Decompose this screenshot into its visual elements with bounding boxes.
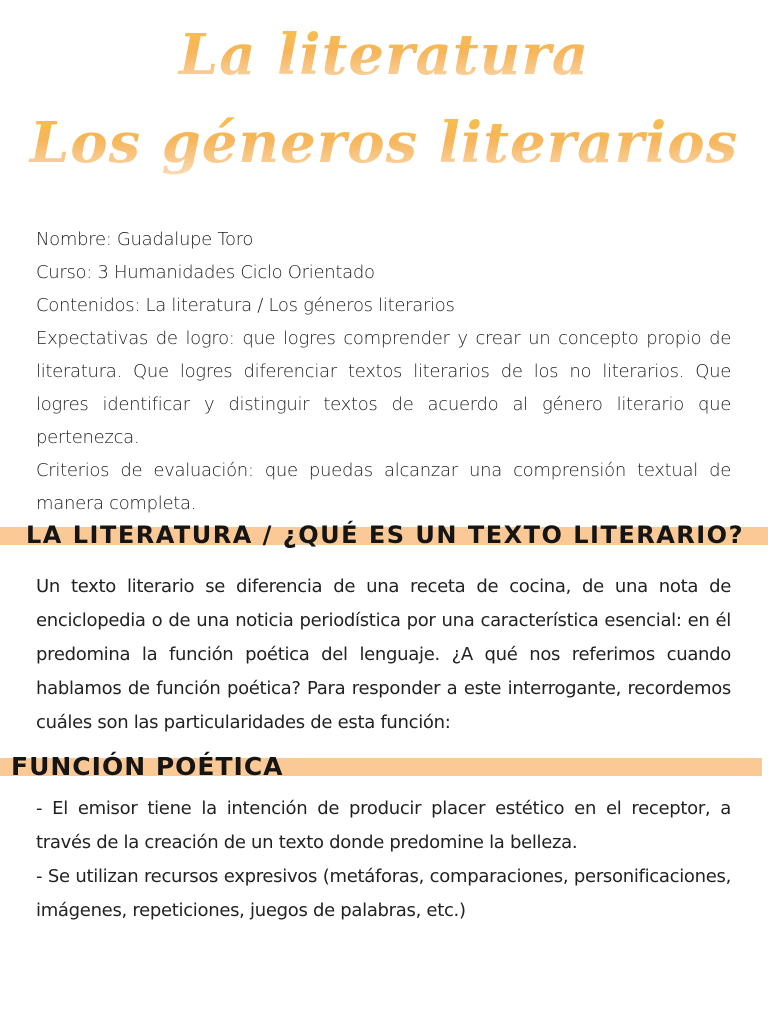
document-subtitle: Los géneros literarios <box>0 110 768 176</box>
student-info <box>36 223 731 520</box>
course: Curso: 3 Humanidades Ciclo Orientado <box>36 262 375 283</box>
list-item: - El emisor tiene la intención de producir placer estético en el receptor, a través de la creación de un texto donde predomine la belleza. <box>36 798 731 853</box>
learning-expectations: Expectativas de logro: que logres comprender y crear un concepto propio de literatura. Que logres diferenciar textos literarios de los no literarios. Que logres identificar y distinguir textos de acuerdo al género literario que pertenezca. <box>36 328 731 448</box>
student-name: Nombre: Guadalupe Toro <box>36 229 254 250</box>
section-heading-poetic-function: FUNCIÓN POÉTICA <box>11 752 284 781</box>
contents: Contenidos: La literatura / Los géneros literarios <box>36 295 455 316</box>
literature-paragraph: Un texto literario se diferencia de una receta de cocina, de una nota de enciclopedia o de una noticia periodística por una característica esencial: en él predomina la función poética del lenguaje. ¿A qué nos referimos cuando hablamos de función poética? Para responder a este interrogante, recordemos cuáles son las particularidades de esta función: <box>36 576 731 733</box>
section-poetic-function-text <box>36 792 731 928</box>
document-title: La literatura <box>0 22 768 88</box>
section-literature-text <box>36 570 731 740</box>
evaluation-criteria: Criterios de evaluación: que puedas alcanzar una comprensión textual de manera completa. <box>36 460 731 514</box>
section-heading-literature: LA LITERATURA / ¿QUÉ ES UN TEXTO LITERARIO? <box>26 521 744 549</box>
list-item: - Se utilizan recursos expresivos (metáforas, comparaciones, personificaciones, imágenes, repeticiones, juegos de palabras, etc.) <box>36 866 731 921</box>
